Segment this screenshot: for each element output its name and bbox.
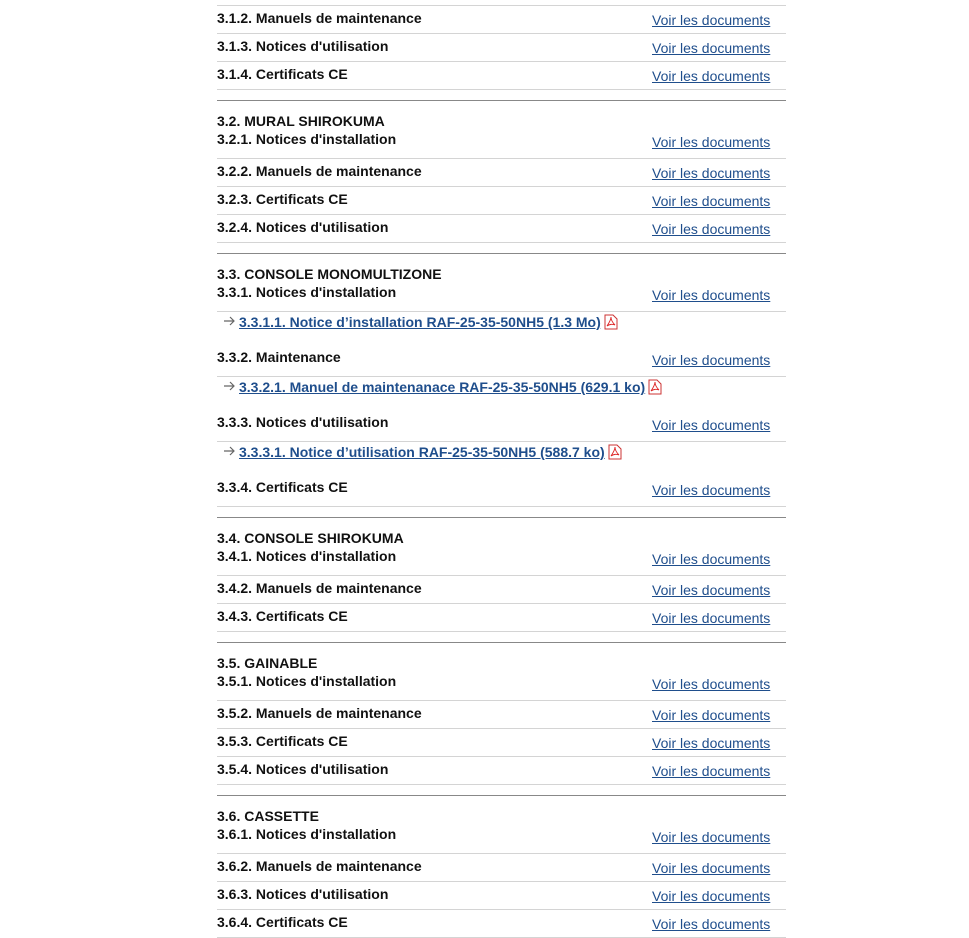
document-list bbox=[217, 0, 786, 938]
item-title: 3.4.3. Certificats CE bbox=[217, 608, 348, 624]
item-title: 3.6.3. Notices d'utilisation bbox=[217, 886, 389, 902]
section-heading-3-4: 3.4. CONSOLE SHIROKUMA bbox=[217, 530, 404, 546]
document-link-text: 3.3.1.1. Notice d’installation RAF-25-35-50NH5 (1.3 Mo) bbox=[239, 314, 601, 330]
pdf-icon bbox=[604, 314, 618, 330]
item-title: 3.3.4. Certificats CE bbox=[217, 479, 348, 495]
voir-documents-link[interactable]: Voir les documents bbox=[652, 165, 771, 181]
voir-documents-link[interactable]: Voir les documents bbox=[652, 417, 771, 433]
item-title: 3.1.4. Certificats CE bbox=[217, 66, 348, 82]
item-title: 3.1.3. Notices d'utilisation bbox=[217, 38, 389, 54]
list-item-3-5-3 bbox=[217, 729, 786, 757]
section-heading-3-5: 3.5. GAINABLE bbox=[217, 655, 318, 671]
voir-documents-link[interactable]: Voir les documents bbox=[652, 352, 771, 368]
list-item-3-5-1 bbox=[217, 673, 786, 701]
document-entry bbox=[217, 312, 786, 337]
section-heading-3-6: 3.6. CASSETTE bbox=[217, 808, 319, 824]
document-entry bbox=[217, 377, 786, 402]
item-title: 3.2.1. Notices d'installation bbox=[217, 131, 397, 147]
document-link-text: 3.3.2.1. Manuel de maintenanace RAF-25-35-50NH5 (629.1 ko) bbox=[239, 379, 646, 395]
item-title: 3.5.3. Certificats CE bbox=[217, 733, 348, 749]
voir-documents-link[interactable]: Voir les documents bbox=[652, 888, 771, 904]
list-item-3-2-2 bbox=[217, 159, 786, 187]
voir-documents-link[interactable]: Voir les documents bbox=[652, 221, 771, 237]
list-item-3-1-4 bbox=[217, 62, 786, 90]
voir-documents-link[interactable]: Voir les documents bbox=[652, 287, 771, 303]
list-item-3-2-3 bbox=[217, 187, 786, 215]
section-divider bbox=[217, 795, 786, 796]
document-entry bbox=[217, 442, 786, 467]
list-item-3-1-3 bbox=[217, 34, 786, 62]
section-divider bbox=[217, 100, 786, 101]
list-item-3-1-2 bbox=[217, 6, 786, 34]
item-title: 3.6.2. Manuels de maintenance bbox=[217, 858, 422, 874]
list-item-3-6-2 bbox=[217, 854, 786, 882]
document-link-text: 3.3.3.1. Notice d’utilisation RAF-25-35-50NH5 (588.7 ko) bbox=[239, 444, 605, 460]
voir-documents-link[interactable]: Voir les documents bbox=[652, 12, 771, 28]
item-title: 3.2.4. Notices d'utilisation bbox=[217, 219, 389, 235]
voir-documents-link[interactable]: Voir les documents bbox=[652, 707, 771, 723]
voir-documents-link[interactable]: Voir les documents bbox=[652, 134, 771, 150]
item-title: 3.1.2. Manuels de maintenance bbox=[217, 10, 422, 26]
item-title: 3.5.1. Notices d'installation bbox=[217, 673, 397, 689]
item-title: 3.5.2. Manuels de maintenance bbox=[217, 705, 422, 721]
list-item-3-5-4 bbox=[217, 757, 786, 785]
list-item-3-6-1 bbox=[217, 826, 786, 854]
list-item-3-3-1 bbox=[217, 284, 786, 312]
list-item-3-2-1 bbox=[217, 131, 786, 159]
arrow-right-icon bbox=[223, 380, 237, 392]
section-divider bbox=[217, 253, 786, 254]
section-heading-3-3: 3.3. CONSOLE MONOMULTIZONE bbox=[217, 266, 442, 282]
pdf-icon bbox=[648, 379, 662, 395]
item-title: 3.2.3. Certificats CE bbox=[217, 191, 348, 207]
list-item-3-4-3 bbox=[217, 604, 786, 632]
voir-documents-link[interactable]: Voir les documents bbox=[652, 735, 771, 751]
pdf-icon bbox=[608, 444, 622, 460]
voir-documents-link[interactable]: Voir les documents bbox=[652, 610, 771, 626]
voir-documents-link[interactable]: Voir les documents bbox=[652, 582, 771, 598]
arrow-right-icon bbox=[223, 315, 237, 327]
voir-documents-link[interactable]: Voir les documents bbox=[652, 860, 771, 876]
section-divider bbox=[217, 642, 786, 643]
section-heading-3-2: 3.2. MURAL SHIROKUMA bbox=[217, 113, 385, 129]
list-item-3-3-4 bbox=[217, 479, 786, 507]
voir-documents-link[interactable]: Voir les documents bbox=[652, 482, 771, 498]
item-title: 3.5.4. Notices d'utilisation bbox=[217, 761, 389, 777]
list-item-3-6-3 bbox=[217, 882, 786, 910]
voir-documents-link[interactable]: Voir les documents bbox=[652, 829, 771, 845]
document-download-link[interactable] bbox=[239, 379, 662, 395]
item-title: 3.3.2. Maintenance bbox=[217, 349, 341, 365]
item-title: 3.6.1. Notices d'installation bbox=[217, 826, 397, 842]
voir-documents-link[interactable]: Voir les documents bbox=[652, 551, 771, 567]
list-item-3-4-1 bbox=[217, 548, 786, 576]
voir-documents-link[interactable]: Voir les documents bbox=[652, 40, 771, 56]
list-item-3-3-3 bbox=[217, 414, 786, 442]
list-item-3-5-2 bbox=[217, 701, 786, 729]
document-download-link[interactable] bbox=[239, 444, 622, 460]
voir-documents-link[interactable]: Voir les documents bbox=[652, 916, 771, 932]
item-title: 3.4.1. Notices d'installation bbox=[217, 548, 397, 564]
list-item-3-6-4 bbox=[217, 910, 786, 938]
item-title: 3.3.3. Notices d'utilisation bbox=[217, 414, 389, 430]
item-title: 3.2.2. Manuels de maintenance bbox=[217, 163, 422, 179]
voir-documents-link[interactable]: Voir les documents bbox=[652, 68, 771, 84]
item-title: 3.6.4. Certificats CE bbox=[217, 914, 348, 930]
voir-documents-link[interactable]: Voir les documents bbox=[652, 763, 771, 779]
voir-documents-link[interactable]: Voir les documents bbox=[652, 676, 771, 692]
document-download-link[interactable] bbox=[239, 314, 618, 330]
voir-documents-link[interactable]: Voir les documents bbox=[652, 193, 771, 209]
list-item-3-2-4 bbox=[217, 215, 786, 243]
item-title: 3.4.2. Manuels de maintenance bbox=[217, 580, 422, 596]
list-item-3-4-2 bbox=[217, 576, 786, 604]
arrow-right-icon bbox=[223, 445, 237, 457]
item-title: 3.3.1. Notices d'installation bbox=[217, 284, 397, 300]
list-item-3-3-2 bbox=[217, 349, 786, 377]
section-divider bbox=[217, 517, 786, 518]
